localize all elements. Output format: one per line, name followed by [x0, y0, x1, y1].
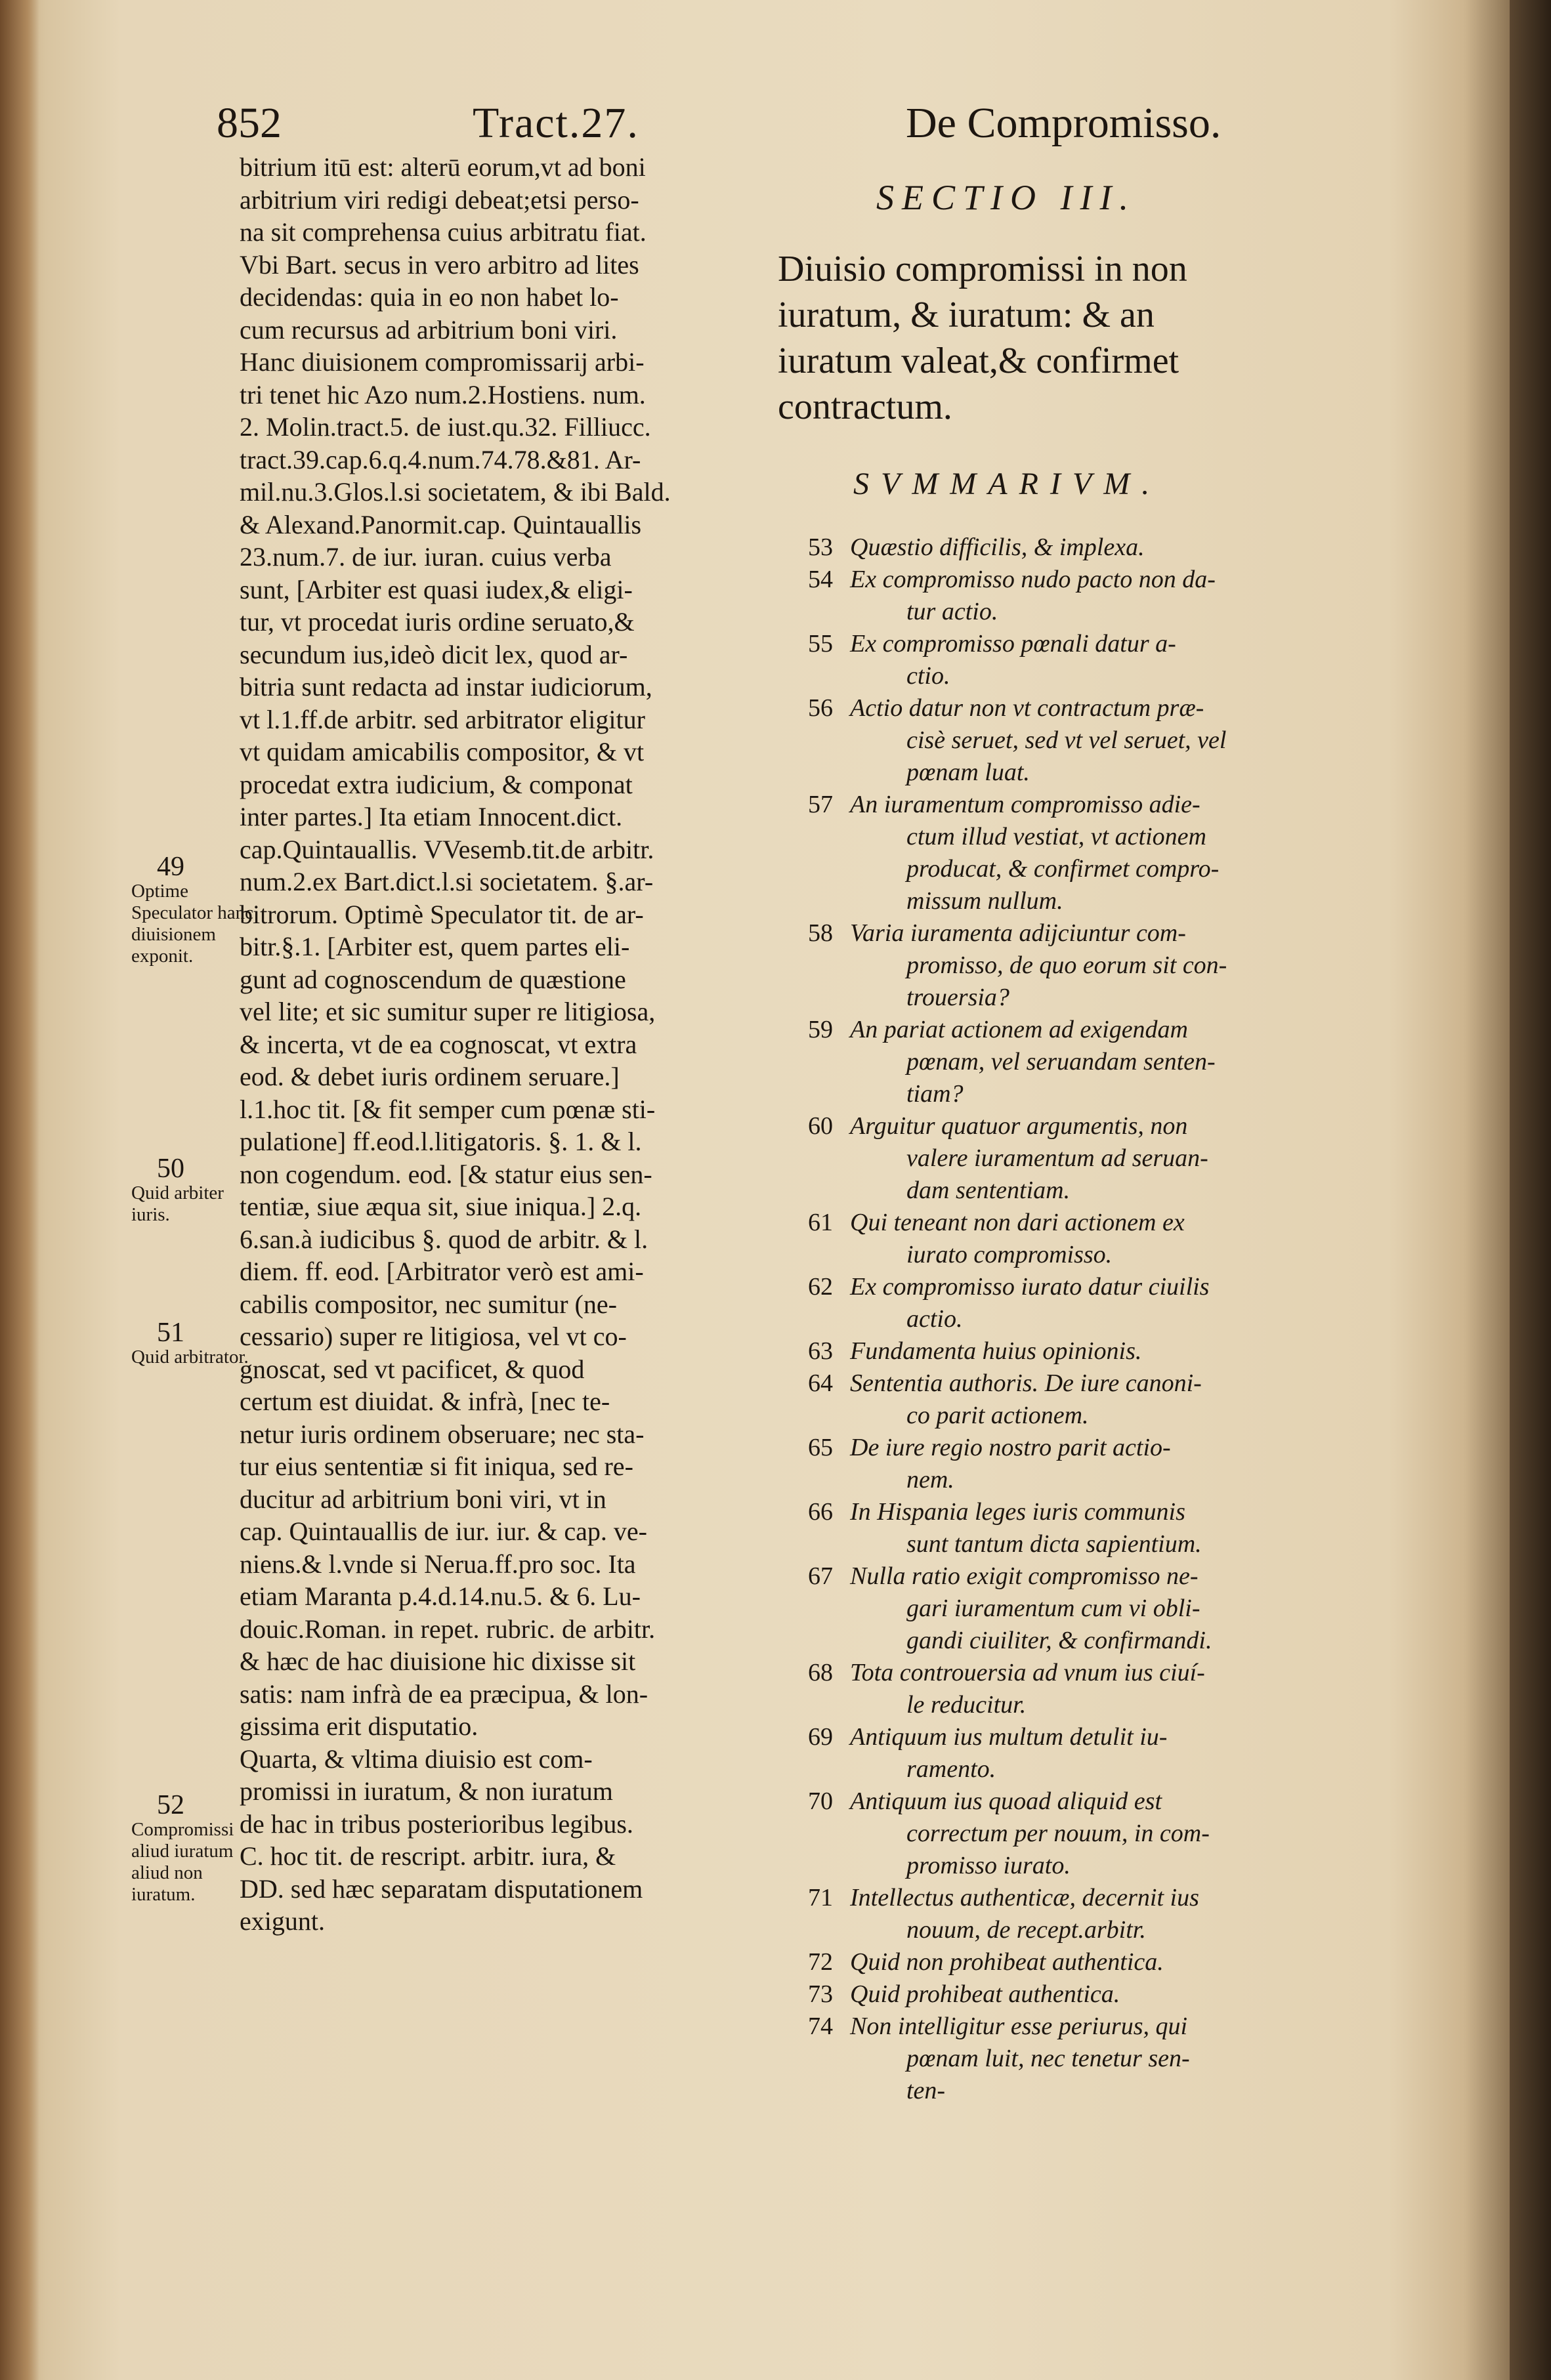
summary-line: ramento. [906, 1755, 996, 1783]
summary-item [791, 1560, 1487, 1657]
summary-text [850, 1978, 1120, 2011]
summary-item [791, 628, 1487, 692]
summary-number: 66 [808, 1498, 833, 1526]
page-edge [1510, 0, 1551, 2380]
summary-text [850, 1785, 1210, 1882]
summary-number: 62 [808, 1273, 833, 1301]
summary-number: 54 [808, 566, 833, 593]
summary-line: Tota controuersia ad vnum ius ciuí- [850, 1659, 1205, 1686]
summary-number: 56 [808, 694, 833, 722]
text-line: secundum ius,ideò dicit lex, quod ar- [240, 639, 628, 669]
summary-line: dam sententiam. [906, 1177, 1071, 1204]
text-line: vel lite; et sic sumitur super re litigiosa, [240, 997, 656, 1026]
margin-note-50 [131, 1154, 256, 1226]
summary-line: tiam? [906, 1080, 964, 1108]
summary-text [850, 564, 1216, 628]
summary-item [791, 1367, 1487, 1432]
summary-line: Actio datur non vt contractum præ- [850, 694, 1204, 722]
summary-item [791, 917, 1487, 1014]
summary-text [850, 789, 1219, 917]
summary-line: Ex compromisso iurato datur ciuilis [850, 1273, 1210, 1301]
text-line: bitrorum. Optimè Speculator tit. de ar- [240, 899, 644, 929]
text-line: diem. ff. eod. [Arbitrator verò est ami- [240, 1257, 644, 1286]
text-line: gissima erit disputatio. [240, 1711, 478, 1741]
summary-text [850, 532, 1145, 564]
summary-item [791, 564, 1487, 628]
summary-line: ten- [906, 2077, 946, 2104]
left-text-column [240, 151, 788, 1938]
summary-item [791, 1785, 1487, 1882]
margin-note-number: 51 [157, 1318, 184, 1348]
summary-line: producat, & confirmet compro- [906, 855, 1220, 883]
text-line: mil.nu.3.Glos.l.si societatem, & ibi Bald. [240, 477, 671, 507]
summary-text [850, 1560, 1212, 1657]
text-line: certum est diuidat. & infrà, [nec te- [240, 1387, 610, 1416]
text-line: tentiæ, siue æqua sit, siue iniqua.] 2.q. [240, 1192, 642, 1221]
summary-number: 74 [808, 2013, 833, 2040]
summary-line: valere iuramentum ad seruan- [906, 1144, 1208, 1172]
text-line: bitria sunt redacta ad instar iudiciorum, [240, 672, 652, 701]
summary-number: 65 [808, 1434, 833, 1461]
summary-line: Ex compromisso nudo pacto non da- [850, 566, 1216, 593]
summary-line: missum nullum. [906, 887, 1063, 915]
text-line: de hac in tribus posterioribus legibus. [240, 1808, 633, 1839]
summary-line: Antiquum ius quoad aliquid est [850, 1787, 1162, 1815]
summary-line: cisè seruet, sed vt vel seruet, vel [906, 726, 1227, 754]
summary-line: Quid non prohibeat authentica. [850, 1948, 1164, 1976]
summary-text [850, 1721, 1167, 1785]
summary-number: 68 [808, 1659, 833, 1686]
text-line: na sit comprehensa cuius arbitratu fiat. [240, 217, 647, 247]
summary-number: 72 [808, 1948, 833, 1976]
summary-item [791, 1882, 1487, 1946]
text-line: & hæc de hac diuisione hic dixisse sit [240, 1646, 636, 1676]
text-line: l.1.hoc tit. [& fit semper cum pœnæ sti- [240, 1094, 656, 1124]
text-line: douic.Roman. in repet. rubric. de arbitr. [240, 1614, 656, 1644]
summary-number: 69 [808, 1723, 833, 1751]
page-gutter [0, 0, 39, 2380]
text-line: vt quidam amicabilis compositor, & vt [240, 737, 645, 766]
summary-number: 59 [808, 1016, 833, 1043]
summary-number: 60 [808, 1112, 833, 1140]
summary-text [850, 692, 1226, 789]
summary-line: Intellectus authenticæ, decernit ius [850, 1884, 1199, 1911]
summary-line: Nulla ratio exigit compromisso ne- [850, 1562, 1199, 1590]
section-title-line: iuratum, & iuratum: & an [778, 295, 1155, 335]
summary-line: actio. [906, 1305, 963, 1333]
summary-line: Antiquum ius multum detulit iu- [850, 1723, 1168, 1751]
text-line: 2. Molin.tract.5. de iust.qu.32. Filliucc. [240, 412, 651, 442]
section-title-line: contractum. [778, 386, 952, 427]
page-number: 852 [217, 99, 282, 147]
text-line: 23.num.7. de iur. iuran. cuius verba [240, 542, 612, 572]
summary-number: 64 [808, 1369, 833, 1397]
summary-number: 63 [808, 1337, 833, 1365]
summary-line: pœnam luit, nec tenetur sen- [906, 2045, 1190, 2072]
margin-note-text: Compromissi aliud iuratum aliud non iuratum. [131, 1819, 234, 1905]
summary-line: pœnam, vel seruandam senten- [906, 1048, 1216, 1075]
summary-line: Arguitur quatuor argumentis, non [850, 1112, 1188, 1140]
summary-text [850, 628, 1176, 692]
section-title [778, 246, 1467, 430]
summary-text [850, 2011, 1190, 2107]
summary-text [850, 1271, 1209, 1335]
text-line: sunt, [Arbiter est quasi iudex,& eligi- [240, 574, 633, 604]
text-line: Vbi Bart. secus in vero arbitro ad lites [240, 249, 639, 280]
text-line: cessario) super re litigiosa, vel vt co- [240, 1322, 627, 1351]
summary-list [791, 532, 1487, 2107]
summary-line: gandi ciuiliter, & confirmandi. [906, 1627, 1212, 1654]
summary-line: ctio. [906, 662, 950, 690]
text-line: num.2.ex Bart.dict.l.si societatem. §.ar- [240, 867, 654, 896]
running-title-right: De Compromisso. [906, 99, 1222, 147]
text-line: etiam Maranta p.4.d.14.nu.5. & 6. Lu- [240, 1581, 641, 1611]
summary-line: pœnam luat. [906, 759, 1030, 786]
summary-number: 58 [808, 919, 833, 947]
section-title-line: iuratum valeat,& confirmet [778, 341, 1179, 381]
summary-line: le reducitur. [906, 1691, 1027, 1719]
text-line: tract.39.cap.6.q.4.num.74.78.&81. Ar- [240, 444, 641, 474]
margin-note-52 [131, 1790, 256, 1906]
summary-number: 70 [808, 1787, 833, 1815]
text-line: netur iuris ordinem obseruare; nec sta- [240, 1419, 645, 1449]
text-line: ducitur ad arbitrium boni viri, vt in [240, 1484, 606, 1514]
summary-text [850, 1014, 1216, 1110]
summary-line: Qui teneant non dari actionem ex [850, 1209, 1185, 1236]
text-line: & Alexand.Panormit.cap. Quintauallis [240, 509, 642, 539]
text-line: 6.san.à iudicibus §. quod de arbitr. & l. [240, 1224, 648, 1254]
summary-text [850, 1110, 1208, 1207]
summary-item [791, 1271, 1487, 1335]
summary-line: trouersia? [906, 984, 1009, 1011]
summary-line: sunt tantum dicta sapientium. [906, 1530, 1202, 1558]
summary-line: iurato compromisso. [906, 1241, 1113, 1268]
summary-line: ctum illud vestiat, vt actionem [906, 823, 1206, 850]
summary-line: nem. [906, 1466, 954, 1493]
summary-item [791, 2011, 1487, 2107]
summary-line: co parit actionem. [906, 1402, 1089, 1429]
section-title-line: Diuisio compromissi in non [778, 249, 1187, 289]
margin-note-number: 50 [157, 1154, 184, 1184]
summary-line: correctum per nouum, in com- [906, 1820, 1210, 1847]
summary-line: Quid prohibeat authentica. [850, 1980, 1120, 2008]
text-line: bitrium itū est: alterū eorum,vt ad boni [240, 152, 646, 182]
summary-line: Fundamenta huius opinionis. [850, 1337, 1142, 1365]
summary-item [791, 1978, 1487, 2011]
text-line: cap.Quintauallis. VVesemb.tit.de arbitr. [240, 834, 654, 864]
text-line: gunt ad cognoscendum de quæstione [240, 964, 626, 994]
summary-text [850, 917, 1227, 1014]
margin-note-51 [131, 1318, 256, 1368]
summary-item [791, 1432, 1487, 1496]
text-line: arbitrium viri redigi debeat;etsi perso- [240, 184, 639, 215]
text-line: & incerta, vt de ea cognoscat, vt extra [240, 1029, 637, 1059]
summary-item [791, 1335, 1487, 1367]
text-line: decidendas: quia in eo non habet lo- [240, 282, 619, 312]
summary-line: promisso, de quo eorum sit con- [906, 951, 1227, 979]
summary-item [791, 1110, 1487, 1207]
summary-item [791, 692, 1487, 789]
text-line: DD. sed hæc separatam disputationem [240, 1873, 643, 1904]
summary-item [791, 789, 1487, 917]
margin-note-text: Optime Speculator hanc diuisionem exponit. [131, 881, 254, 967]
summary-line: nouum, de recept.arbitr. [906, 1916, 1146, 1944]
summary-line: tur actio. [906, 598, 998, 625]
summary-text [850, 1335, 1141, 1367]
summary-item [791, 1496, 1487, 1560]
text-line: inter partes.] Ita etiam Innocent.dict. [240, 802, 623, 831]
summary-item [791, 1721, 1487, 1785]
text-line: procedat extra iudicium, & componat [240, 769, 633, 799]
summary-item [791, 1946, 1487, 1978]
summary-line: Sententia authoris. De iure canoni- [850, 1369, 1202, 1397]
summary-item [791, 1207, 1487, 1271]
summary-item [791, 532, 1487, 564]
text-line: cap. Quintauallis de iur. iur. & cap. ve- [240, 1516, 647, 1546]
text-line: cum recursus ad arbitrium boni viri. [240, 314, 618, 344]
summary-number: 71 [808, 1884, 833, 1911]
text-line: tri tenet hic Azo num.2.Hostiens. num. [240, 379, 646, 409]
text-line: non cogendum. eod. [& statur eius sen- [240, 1159, 652, 1189]
text-line: niens.& l.vnde si Nerua.ff.pro soc. Ita [240, 1549, 636, 1579]
text-line: promissi in iuratum, & non iuratum [240, 1776, 613, 1806]
summary-text [850, 1496, 1202, 1560]
running-title: Tract.27. [473, 99, 639, 147]
text-line: satis: nam infrà de ea præcipua, & lon- [240, 1679, 648, 1709]
summary-number: 57 [808, 791, 833, 818]
text-line: gnoscat, sed vt pacificet, & quod [240, 1354, 585, 1384]
summary-line: An iuramentum compromisso adie- [850, 791, 1200, 818]
text-line: tur, vt procedat iuris ordine seruato,& [240, 607, 635, 637]
summary-item [791, 1657, 1487, 1721]
summary-number: 55 [808, 630, 833, 658]
margin-note-number: 49 [157, 852, 184, 882]
summary-line: Quæstio difficilis, & implexa. [850, 533, 1145, 561]
text-line: exigunt. [240, 1906, 325, 1936]
summary-line: Varia iuramenta adijciuntur com- [850, 919, 1186, 947]
text-line: Quarta, & vltima diuisio est com- [240, 1743, 593, 1774]
summary-text [850, 1207, 1185, 1271]
summary-number: 67 [808, 1562, 833, 1590]
section-heading: SECTIO III. [876, 178, 1136, 217]
text-line: vt l.1.ff.de arbitr. sed arbitrator eligitur [240, 704, 645, 734]
margin-note-49 [131, 852, 256, 967]
summary-line: promisso iurato. [906, 1852, 1071, 1879]
text-line: bitr.§.1. [Arbiter est, quem partes eli- [240, 932, 630, 961]
summary-text [850, 1432, 1171, 1496]
text-line: Hanc diuisionem compromissarij arbi- [240, 347, 645, 377]
summary-number: 73 [808, 1980, 833, 2008]
margin-note-text: Quid arbiter iuris. [131, 1182, 224, 1225]
summary-number: 61 [808, 1209, 833, 1236]
summary-line: An pariat actionem ad exigendam [850, 1016, 1189, 1043]
text-line: tur eius sententiæ si fit iniqua, sed re- [240, 1451, 633, 1481]
text-line: pulatione] ff.eod.l.litigatoris. §. 1. & l. [240, 1127, 642, 1156]
summary-number: 53 [808, 533, 833, 561]
summary-text [850, 1657, 1205, 1721]
text-line: C. hoc tit. de rescript. arbitr. iura, & [240, 1841, 616, 1871]
summary-text [850, 1882, 1199, 1946]
summary-text [850, 1367, 1202, 1432]
summary-line: In Hispania leges iuris communis [850, 1498, 1185, 1526]
summary-item [791, 1014, 1487, 1110]
text-line: eod. & debet iuris ordinem seruare.] [240, 1062, 620, 1091]
margin-note-text: Quid arbitrator. [131, 1347, 249, 1367]
summary-heading: SVMMARIVM. [853, 467, 1162, 501]
summary-line: Ex compromisso pœnali datur a- [850, 630, 1176, 658]
text-line: cabilis compositor, nec sumitur (ne- [240, 1289, 617, 1319]
summary-line: De iure regio nostro parit actio- [850, 1434, 1171, 1461]
margin-note-number: 52 [157, 1790, 184, 1820]
summary-text [850, 1946, 1164, 1978]
summary-line: gari iuramentum cum vi obli- [906, 1595, 1200, 1622]
summary-line: Non intelligitur esse periurus, qui [850, 2013, 1188, 2040]
